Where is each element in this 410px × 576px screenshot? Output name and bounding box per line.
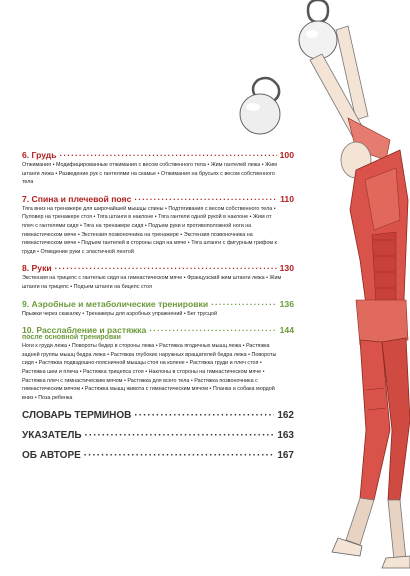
- section-title: 7. Спина и плечевой пояс: [22, 193, 132, 204]
- end-page: 167: [277, 450, 294, 461]
- leader-dots: [211, 299, 277, 309]
- section-page: 130: [279, 263, 294, 274]
- section-heading[interactable]: [22, 194, 294, 204]
- section-exercises: Экстензия на трицепс с гантелью сидя на гимнастическом мяче • Французский жим штанги лежа • Жим штанги на трицепс • Подъем штанги на бицепс стоя: [22, 275, 282, 290]
- leader-dots: [60, 150, 277, 160]
- section-heading[interactable]: [22, 299, 294, 309]
- leader-dots: [134, 410, 274, 421]
- toc-section-chest: [22, 150, 294, 187]
- section-page: 100: [279, 150, 294, 160]
- section-page: 136: [279, 298, 294, 309]
- section-title: 6. Грудь: [22, 150, 57, 160]
- section-title: 8. Руки: [22, 263, 52, 274]
- leader-dots: [149, 325, 276, 335]
- section-exercises: Ноги к груди лежа • Повороты бедер в стороны лежа • Растяжка ягодичных мышц лежа • Растяжка задней группы мышц бедра лежа • Растяжка глубоких наружных вращателей бедра лежа • Повороты сидя • Растяжка подвздошно-поясничной мышцы стоя на колене • Растяжка груди и плеч стоя • Растяжка шеи и плеча • Растяжка трицепса стоя • Наклоны в стороны на гимнастическом мяче • Растяжка плеч с гимнастическим мячом • Растяжка для всего тела • Растяжка позвоночника с гимнастическим мячом • Растяжка мышц живота с гимнастическим мячом • Планка и собака мордой вниз • Поза ребенка: [22, 343, 277, 401]
- kettlebell-middle: [240, 78, 280, 134]
- end-title: СЛОВАРЬ ТЕРМИНОВ: [22, 410, 132, 421]
- end-title: УКАЗАТЕЛЬ: [22, 430, 82, 441]
- toc-section-back: [22, 194, 294, 257]
- kettlebell-top: [299, 0, 337, 59]
- end-page: 162: [277, 410, 294, 421]
- section-exercises: Отжимания • Модифицированные отжимания с весом собственного тела • Жим гантелей лежа • Жим штанги лежа • Разведение рук с гантелями на скамье • Отжимания на брусьях с весом собственного тела: [22, 162, 277, 186]
- end-title: ОБ АВТОРЕ: [22, 450, 81, 461]
- back-matter: [22, 410, 294, 470]
- toc-section-aerobic: [22, 299, 294, 319]
- section-exercises: Тяга вниз на тренажере для широчайшей мышцы спины • Подтягивания с весом собственного тела • Пуловер на тренажере стоя • Тяга штанги в наклоне • Тяга гантели одной рукой в наклоне • Жим от плеч с гантелями сидя • Тяга на тренажере сидя • Подъем руки и противоположной ноги на гимнастическом мяче • Экстензия позвоночника на тренажере • Экстензия позвоночника на гимнастическом мяче • Подъем гантелей в стороны сидя на мяче • Тяга штанги с фигурным грифом к груди • Отведение руки с эластичной лентой: [22, 205, 277, 255]
- section-title: 9. Аэробные и метаболические тренировки: [22, 298, 209, 309]
- section-exercises: Прыжки через скакалку • Тренажеры для аэробных упражнений • Бег трусцой: [22, 310, 218, 317]
- section-subtitle: после основной тренировки: [22, 334, 121, 342]
- section-heading[interactable]: [22, 150, 294, 160]
- toc-section-stretch: [22, 325, 294, 402]
- section-title: 10. Расслабление и растяжка: [22, 325, 147, 336]
- toc-about-author[interactable]: [22, 450, 294, 461]
- section-heading[interactable]: [22, 263, 294, 273]
- leader-dots: [84, 450, 275, 461]
- table-of-contents: [22, 150, 294, 409]
- toc-glossary[interactable]: [22, 410, 294, 421]
- leader-dots: [85, 430, 275, 441]
- leader-dots: [55, 263, 277, 273]
- section-page: 144: [279, 325, 294, 336]
- toc-index[interactable]: [22, 430, 294, 441]
- leader-dots: [134, 194, 277, 204]
- end-page: 163: [277, 430, 294, 441]
- toc-section-arms: [22, 263, 294, 291]
- section-page: 110: [280, 193, 294, 204]
